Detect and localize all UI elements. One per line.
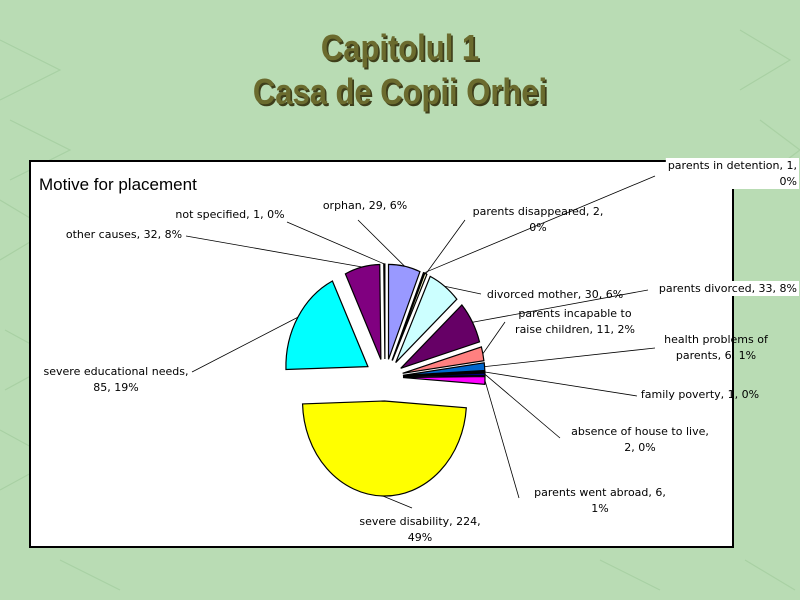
leader-line <box>483 322 505 354</box>
leader-line <box>186 236 362 267</box>
data-label-family-poverty: family poverty, 1, 0% <box>640 388 760 401</box>
leader-line <box>485 380 519 498</box>
data-label-severe-disability: severe disability, 224, 49% <box>359 515 481 544</box>
leader-line <box>426 220 465 274</box>
data-label-parents-divorced: parents divorced, 33, 8% <box>658 282 797 295</box>
pie-slice-not-specified <box>384 264 385 359</box>
data-label-parents-went-abroad: parents went abroad, 6, 1% <box>534 486 666 515</box>
leader-line <box>485 374 560 438</box>
data-label-absence-of-house-to-live: absence of house to live, 2, 0% <box>571 425 709 454</box>
leader-line <box>287 222 384 264</box>
leader-line <box>358 220 405 266</box>
pie-slice-severe-disability <box>303 401 467 496</box>
leader-line <box>485 348 655 367</box>
data-label-not-specified: not specified, 1, 0% <box>175 208 285 221</box>
data-label-parents-disappeared: parents disappeared, 2, 0% <box>472 205 604 234</box>
pie-slice-parents-went-abroad <box>403 377 485 385</box>
data-label-severe-educational-needs: severe educational needs, 85, 19% <box>43 365 189 394</box>
data-label-parents-in-detention: parents in detention, 1, 0% <box>667 159 797 188</box>
leader-line <box>192 317 298 372</box>
slide-title-line-2: Casa de Copii Orhei <box>252 71 548 112</box>
slide-title-line-1: Capitolul 1 <box>320 27 480 68</box>
data-label-divorced-mother: divorced mother, 30, 6% <box>486 288 624 301</box>
data-label-parents-incapable-to-raise-children: parents incapable to raise children, 11, 2% <box>515 307 635 336</box>
data-label-other-causes: other causes, 32, 8% <box>65 228 183 241</box>
data-label-health-problems-of-parents: health problems of parents, 6, 1% <box>664 333 768 362</box>
leader-line <box>485 372 637 396</box>
data-label-orphan: orphan, 29, 6% <box>322 199 408 212</box>
leader-line <box>383 496 412 508</box>
chart-title: Motive for placement <box>39 175 197 194</box>
